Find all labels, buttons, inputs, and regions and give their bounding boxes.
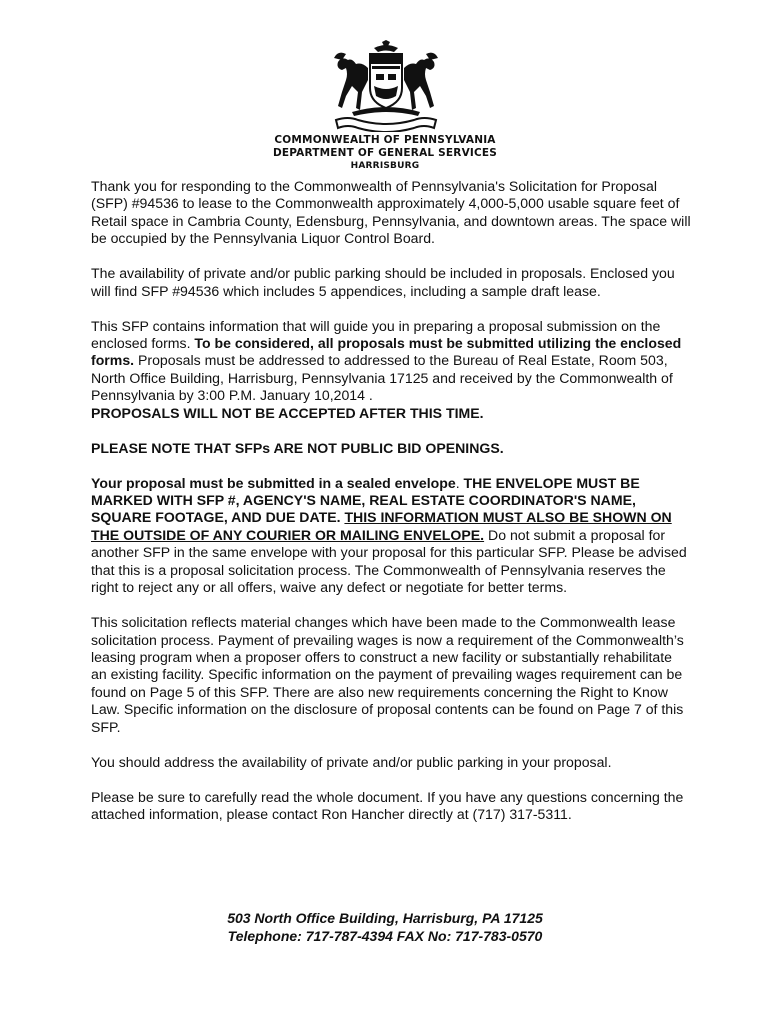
paragraph-public-bid-note: PLEASE NOTE THAT SFPs ARE NOT PUBLIC BID OPENINGS.: [91, 439, 504, 456]
submission-deadline-warning: PROPOSALS WILL NOT BE ACCEPTED AFTER THIS TIME.: [91, 404, 484, 421]
submission-text: This SFP contains information that will guide you in preparing a proposal submission on the enclosed forms.: [91, 317, 661, 352]
envelope-details: Do not submit a proposal for another SFP in the same envelope with your proposal for this particular SFP. Please be advised that this is a proposal solicitation process. The Commonwealth of Pennsylvania reserves the right to reject any or all offers, waive any defect or negotiate for better terms.: [91, 526, 687, 596]
paragraph-intro: Thank you for responding to the Commonwealth of Pennsylvania's Solicitation for Proposal (SFP) #94536 to lease to the Commonwealth approximately 4,000-5,000 usable square feet of Retail space in Cambria County, Edensburg, Pennsylvania, and downtown areas. The space will be occupied by the Pennsylvania Liquor Control Board.: [91, 178, 691, 247]
paragraph-envelope: [91, 475, 691, 597]
footer-phone: Telephone: 717-787-4394 FAX No: 717-783-0570: [227, 928, 543, 944]
paragraph-material-changes: This solicitation reflects material changes which have been made to the Commonwealth lease solicitation process. Payment of prevailing wages is now a requirement of the Commonwealth’s leasing program when a proposer offers to construct a new facility or substantially rehabilitate an existing facility. Specific information on the payment of prevailing wages requirement can be found on Page 5 of this SFP. There are also new requirements concerning the Right to Know Law. Specific information on the disclosure of proposal contents can be found on Page 7 of this SFP.: [91, 614, 684, 735]
pennsylvania-coat-of-arms-icon: [328, 40, 444, 132]
submission-requirement: To be considered, all proposals must be submitted utilizing the enclosed forms.: [91, 335, 682, 369]
envelope-sep: .: [455, 474, 464, 491]
submission-address: Proposals must be addressed to addressed to the Bureau of Real Estate, Room 503, North Office Building, Harrisburg, Pennsylvania 17125 and received by the Commonwealth of Pennsylvania by 3:00 P.M. January 10,2014 .: [91, 352, 673, 404]
letterhead-commonwealth: COMMONWEALTH OF PENNSYLVANIA: [274, 134, 496, 146]
paragraph-contact: Please be sure to carefully read the whole document. If you have any questions concerning the attached information, please contact Ron Hancher directly at (717) 317-5311.: [91, 788, 684, 822]
letterhead-city: HARRISBURG: [350, 161, 420, 171]
envelope-marking: THE ENVELOPE MUST BE MARKED WITH SFP #, AGENCY'S NAME, REAL ESTATE COORDINATOR'S NAME, SQUARE FOOTAGE, AND DUE DATE.: [91, 474, 640, 526]
paragraph-submission: [91, 318, 691, 422]
envelope-sealed: Your proposal must be submitted in a sealed envelope: [91, 474, 456, 491]
letter-body: [91, 178, 691, 841]
envelope-courier-notice: THIS INFORMATION MUST ALSO BE SHOWN ON THE OUTSIDE OF ANY COURIER OR MAILING ENVELOPE.: [91, 509, 672, 543]
letterhead-department: DEPARTMENT OF GENERAL SERVICES: [272, 147, 498, 159]
paragraph-parking: You should address the availability of private and/or public parking in your proposal.: [91, 753, 612, 770]
paragraph-parking-appendices: The availability of private and/or public parking should be included in proposals. Enclosed you will find SFP #94536 which includes 5 appendices, including a sample draft lease.: [91, 265, 675, 299]
footer-address: 503 North Office Building, Harrisburg, PA 17125: [227, 910, 543, 926]
